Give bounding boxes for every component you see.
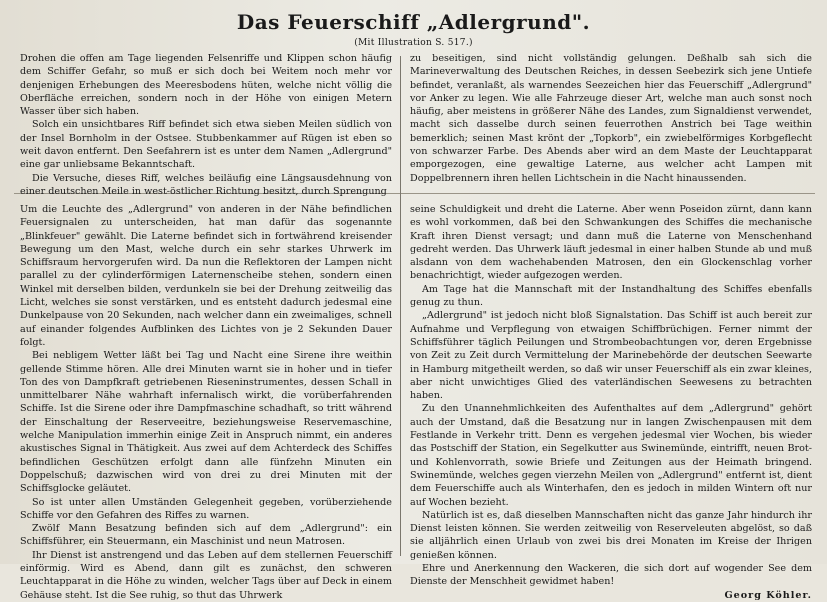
paragraph: Am Tage hat die Mannschaft mit der Instandhaltung des Schiffes ebenfalls genug zu thun. [410, 283, 812, 309]
author-signature: Georg Köhler. [724, 589, 812, 601]
paragraph: Ehre und Anerkennung den Wackeren, die sich dort auf wogender See dem Dienste der Menschheit gewidmet haben! [410, 563, 812, 588]
paragraph: Natürlich ist es, daß dieselben Mannschaften nicht das ganze Jahr hindurch ihr Dienst leisten können. Sie werden zeitweilig von Reserveleuten abgelöst, so daß sie alljährlich einen Urlaub von zwei bis drei Monaten im Kreise der Ihrigen genießen können. [410, 509, 812, 561]
paragraph: Drohen die offen am Tage liegenden Felsenriffe und Klippen schon häufig dem Schiffer Gefahr, so muß er sich doch bei Weitem noch mehr vor denjenigen Erhebungen des Meeresbodens hüten, welche nicht völlig die Oberfläche erreichen, sondern noch in der Höhe von einigen Metern Wasser über sich haben. [20, 53, 392, 118]
article-title: Das Feuerschiff „Adlergrund". [236, 10, 591, 34]
paragraph: Solch ein unsichtbares Riff befindet sich etwa sieben Meilen südlich von der Insel Bornholm in der Ostsee. Stubbenkammer auf Rügen ist eben so weit davon entfernt. Den Seefahrern ist es unter dem Namen „Adlergrund" eine gar unliebsame Bekanntschaft. [20, 119, 392, 171]
paragraph: Ihr Dienst ist anstrengend und das Leben auf dem stellernen Feuerschiff einförmig. Wird es Abend, dann gilt es zunächst, den schweren Leuchtapparat in die Höhe zu winden, welcher Tags über auf Deck in einem Gehäuse steht. Ist die See ruhig, so thut das Uhrwerk [20, 549, 392, 601]
paragraph: seine Schuldigkeit und dreht die Laterne. Aber wenn Poseidon zürnt, dann kann es wohl vorkommen, daß bei den Schwankungen des Schiffes die mechanische Kraft ihren Dienst versagt; und dann muß die Laterne von Menschenhand gedreht werden. Das Uhrwerk läuft jedesmal in einer halben Stunde ab und muß alsdann von dem wachehabenden Matrosen, den ein Glockenschlag vorher benachrichtigt, wieder aufgezogen werden. [410, 204, 812, 282]
lower-right-column [410, 203, 812, 601]
upper-left-column [20, 52, 392, 197]
paragraph: Die Versuche, dieses Riff, welches beiläufig eine Längsausdehnung von einer deutschen Meile in west-östlicher Richtung besitzt, durch Sprengung [20, 172, 392, 197]
lower-left-column [20, 203, 392, 601]
paragraph: So ist unter allen Umständen Gelegenheit gegeben, vorüberziehende Schiffe vor den Gefahren des Riffes zu warnen. [20, 496, 392, 521]
paragraph: Bei nebligem Wetter läßt bei Tag und Nacht eine Sirene ihre weithin gellende Stimme hören. Alle drei Minuten warnt sie in hoher und in tiefer Ton des von Dampfkraft getriebenen Rieseninstrumentes, dessen Schall in unmittelbarer Nähe wahrhaft infernalisch wirkt, die vorüberfahrenden Schiffe. Ist die Sirene oder ihre Dampfmaschine schadhaft, so tritt während der Einschaltung der Reserveeitre, beziehungsweise Reservemaschine, welche Manipulation immerhin einige Zeit in Anspruch nimmt, ein anderes akustisches Signal in Thätigkeit. Aus zwei auf dem Achterdeck des Schiffes befindlichen Geschützen erfolgt dann alle fünfzehn Minuten ein Doppelschuß; dazwischen wird von drei zu drei Minuten mit der Schiffsglocke geläutet. [20, 350, 392, 495]
upper-right-column [410, 52, 812, 184]
paragraph: Um die Leuchte des „Adlergrund" von anderen in der Nähe befindlichen Feuersignalen zu unterscheiden, hat man dafür das sogenannte „Blinkfeuer" gewählt. Die Laterne befindet sich in fortwährend kreisender Bewegung um den Mast, welche durch ein sehr starkes Uhrwerk im Schiffsraum hervorgerufen wird. Da nun die Reflektoren der Lampen nicht parallel zu der cylinderförmigen Laternenscheibe stehen, sondern einen Winkel mit derselben bilden, verdunkeln sie bei der Drehung zeitweilig das Licht, welches sie sonst verstärken, und es entsteht dadurch jedesmal eine Dunkelpause von 20 Sekunden, nach welcher dann ein zweimaliges, schnell auf einander folgendes Aufblinken des Lichtes von je 2 Sekunden Dauer folgt. [20, 204, 392, 348]
author-signature-line [410, 589, 812, 602]
paragraph: „Adlergrund" ist jedoch nicht bloß Signalstation. Das Schiff ist auch bereit zur Aufnahme und Verpflegung von etwaigen Schiffbrüchigen. Ferner nimmt der Schiffsführer täglich Peilungen und Strombeobachtungen vor, deren Ergebnisse von Zeit zu Zeit durch Vermittelung der Marinebehörde der deutschen Seewarte in Hamburg mitgetheilt werden, so daß wir unser Feuerschiff als ein zwar kleines, aber nicht unwichtiges Glied des vaterländischen Seewesens zu betrachten haben. [410, 310, 812, 402]
article-subtitle: (Mit Illustration S. 517.) [354, 38, 473, 48]
paragraph: Zwölf Mann Besatzung befinden sich auf dem „Adlergrund": ein Schiffsführer, ein Steuermann, ein Maschinist und neun Matrosen. [20, 523, 392, 548]
column-divider [400, 56, 401, 556]
paragraph: zu beseitigen, sind nicht vollständig gelungen. Deßhalb sah sich die Marineverwaltung des Deutschen Reiches, in dessen Seebezirk sich jene Untiefe befindet, veranlaßt, als warnendes Seezeichen hier das Feuerschiff „Adlergrund" vor Anker zu legen. Wie alle Fahrzeuge dieser Art, welche man auch sonst noch häufig, aber meistens in größerer Nähe des Landes, zum Signaldienst verwendet, macht sich dasselbe durch seinen feuerrothen Anstrich bei Tage weithin bemerklich; seinen Mast krönt der „Topkorb", ein zwiebelförmiges Korbgeflecht von schwarzer Farbe. Des Abends aber wird an dem Maste der Leuchtapparat emporgezogen, eine gewaltige Laterne, aus welcher acht Lampen mit Doppelbrennern ihren hellen Lichtschein in die Nacht hinaussenden. [410, 53, 812, 184]
paragraph: Zu den Unannehmlichkeiten des Aufenthaltes auf dem „Adlergrund" gehört auch der Umstand, daß die Besatzung nur in langen Zwischenpausen mit dem Festlande in Verkehr tritt. Denn es vergehen jedesmal vier Wochen, bis wieder das Postschiff der Station, ein Segelkutter aus Swinemünde, eintrifft, neuen Brot- und Kohlenvorrath, sowie Briefe und Zeitungen aus der Heimath bringend. Swinemünde, welches gegen vierzehn Meilen von „Adlergrund" entfernt ist, dient dem Feuerschiffe auch als Winterhafen, den es jedoch in milden Wintern oft nur auf Wochen bezieht. [410, 403, 812, 508]
